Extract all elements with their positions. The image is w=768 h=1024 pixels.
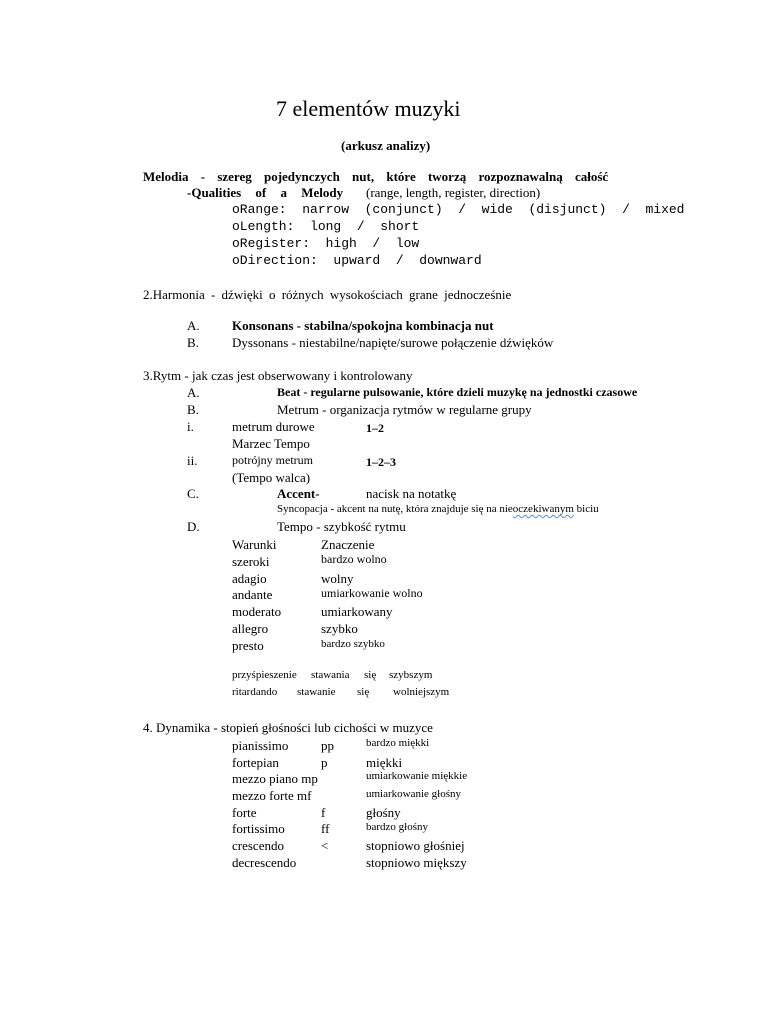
dynamics-symbol: ff xyxy=(321,821,330,836)
rhythm-beat: Beat - regularne pulsowanie, które dzieli muzykę na jednostki czasowe xyxy=(277,385,638,399)
tempo-meaning: bardzo szybko xyxy=(321,638,385,650)
dynamics-term: crescendo xyxy=(232,838,284,853)
dynamics-meaning: stopniowo głośniej xyxy=(366,838,465,853)
tempo-change-word: stawania xyxy=(311,669,350,681)
harmony-dissonance: Dyssonans - niestabilne/napięte/surowe połączenie dźwięków xyxy=(232,335,554,350)
dynamics-meaning: bardzo miękki xyxy=(366,737,430,749)
dynamics-meaning: umiarkowanie miękkie xyxy=(366,770,468,782)
rhythm-marker-a: A. xyxy=(187,385,200,400)
rhythm-accent-text: nacisk na notatkę xyxy=(366,486,457,501)
dynamics-term: mezzo piano mp xyxy=(232,771,318,786)
dynamics-term: fortissimo xyxy=(232,821,285,836)
melody-item-direction: oDirection: upward / downward xyxy=(232,253,482,268)
harmony-definition: 2.Harmonia - dźwięki o różnych wysokościach grane jednocześnie xyxy=(143,287,512,302)
tempo-meaning: szybko xyxy=(321,621,358,636)
melody-item-range: oRange: narrow (conjunct) / wide (disjunct) / mixed xyxy=(232,202,685,217)
rhythm-accent-label: Accent- xyxy=(277,486,320,501)
tempo-change-word: przyśpieszenie xyxy=(232,669,297,681)
tempo-term: moderato xyxy=(232,604,282,619)
dynamics-symbol: < xyxy=(321,838,329,853)
melody-item-register: oRegister: high / low xyxy=(232,236,420,251)
dynamics-symbol: f xyxy=(321,805,326,820)
melody-qualities-label: -Qualities of a Melody xyxy=(187,185,344,200)
rhythm-marker-ii: ii. xyxy=(187,453,198,468)
tempo-change-word: się xyxy=(364,669,377,681)
tempo-header-meaning: Znaczenie xyxy=(321,537,375,552)
harmony-consonance: Konsonans - stabilna/spokojna kombinacja nut xyxy=(232,318,494,333)
dynamics-symbol: pp xyxy=(321,738,334,753)
dynamics-definition: 4. Dynamika - stopień głośności lub cichości w muzyce xyxy=(143,720,433,735)
tempo-meaning: wolny xyxy=(321,571,354,586)
rhythm-triple-example: (Tempo walca) xyxy=(232,470,311,485)
rhythm-marker-c: C. xyxy=(187,486,199,501)
dynamics-symbol: p xyxy=(321,755,328,770)
dynamics-term: pianissimo xyxy=(232,738,289,753)
melody-qualities-detail: (range, length, register, direction) xyxy=(366,185,541,200)
tempo-meaning: umiarkowany xyxy=(321,604,393,619)
tempo-change-word: wolniejszym xyxy=(393,686,450,698)
dynamics-meaning: stopniowo miększy xyxy=(366,855,467,870)
spellcheck-underline: oczekiwanym xyxy=(512,503,574,515)
rhythm-definition: 3.Rytm - jak czas jest obserwowany i kontrolowany xyxy=(143,368,413,383)
rhythm-marker-i: i. xyxy=(187,419,194,434)
tempo-change-word: ritardando xyxy=(232,686,278,698)
dynamics-meaning: bardzo głośny xyxy=(366,821,429,833)
rhythm-duple-example: Marzec Tempo xyxy=(232,436,310,451)
page-subtitle: (arkusz analizy) xyxy=(341,138,431,153)
rhythm-marker-d: D. xyxy=(187,519,200,534)
harmony-marker-b: B. xyxy=(187,335,199,350)
dynamics-meaning: miękki xyxy=(366,755,403,770)
dynamics-meaning: głośny xyxy=(366,805,401,820)
rhythm-triple-pattern: 1–2–3 xyxy=(366,455,396,469)
rhythm-triple-meter: potrójny metrum xyxy=(232,453,313,467)
tempo-term: adagio xyxy=(232,571,267,586)
tempo-meaning: bardzo wolno xyxy=(321,552,387,566)
dynamics-term: decrescendo xyxy=(232,855,297,870)
rhythm-tempo: Tempo - szybkość rytmu xyxy=(277,519,406,534)
tempo-change-word: szybszym xyxy=(389,669,433,681)
tempo-header-term: Warunki xyxy=(232,537,277,552)
harmony-marker-a: A. xyxy=(187,318,200,333)
tempo-term: allegro xyxy=(232,621,269,636)
rhythm-duple-meter: metrum durowe xyxy=(232,419,315,434)
rhythm-meter: Metrum - organizacja rytmów w regularne grupy xyxy=(277,402,532,417)
tempo-term: szeroki xyxy=(232,554,270,569)
melody-definition: Melodia - szereg pojedynczych nut, które tworzą rozpoznawalną całość xyxy=(143,169,609,184)
tempo-change-word: się xyxy=(357,686,370,698)
tempo-meaning: umiarkowanie wolno xyxy=(321,586,423,600)
page-title: 7 elementów muzyki xyxy=(276,96,461,121)
dynamics-term: mezzo forte mf xyxy=(232,788,312,803)
melody-item-length: oLength: long / short xyxy=(232,219,420,234)
dynamics-term: forte xyxy=(232,805,257,820)
tempo-change-word: stawanie xyxy=(297,686,336,698)
rhythm-syncopation: Syncopacja - akcent na nutę, która znajduje się na nieoczekiwanym biciu xyxy=(277,503,599,515)
tempo-term: presto xyxy=(232,638,264,653)
dynamics-meaning: umiarkowanie głośny xyxy=(366,788,462,800)
dynamics-term: fortepian xyxy=(232,755,279,770)
tempo-term: andante xyxy=(232,587,273,602)
rhythm-duple-pattern: 1–2 xyxy=(366,421,384,435)
rhythm-marker-b: B. xyxy=(187,402,199,417)
